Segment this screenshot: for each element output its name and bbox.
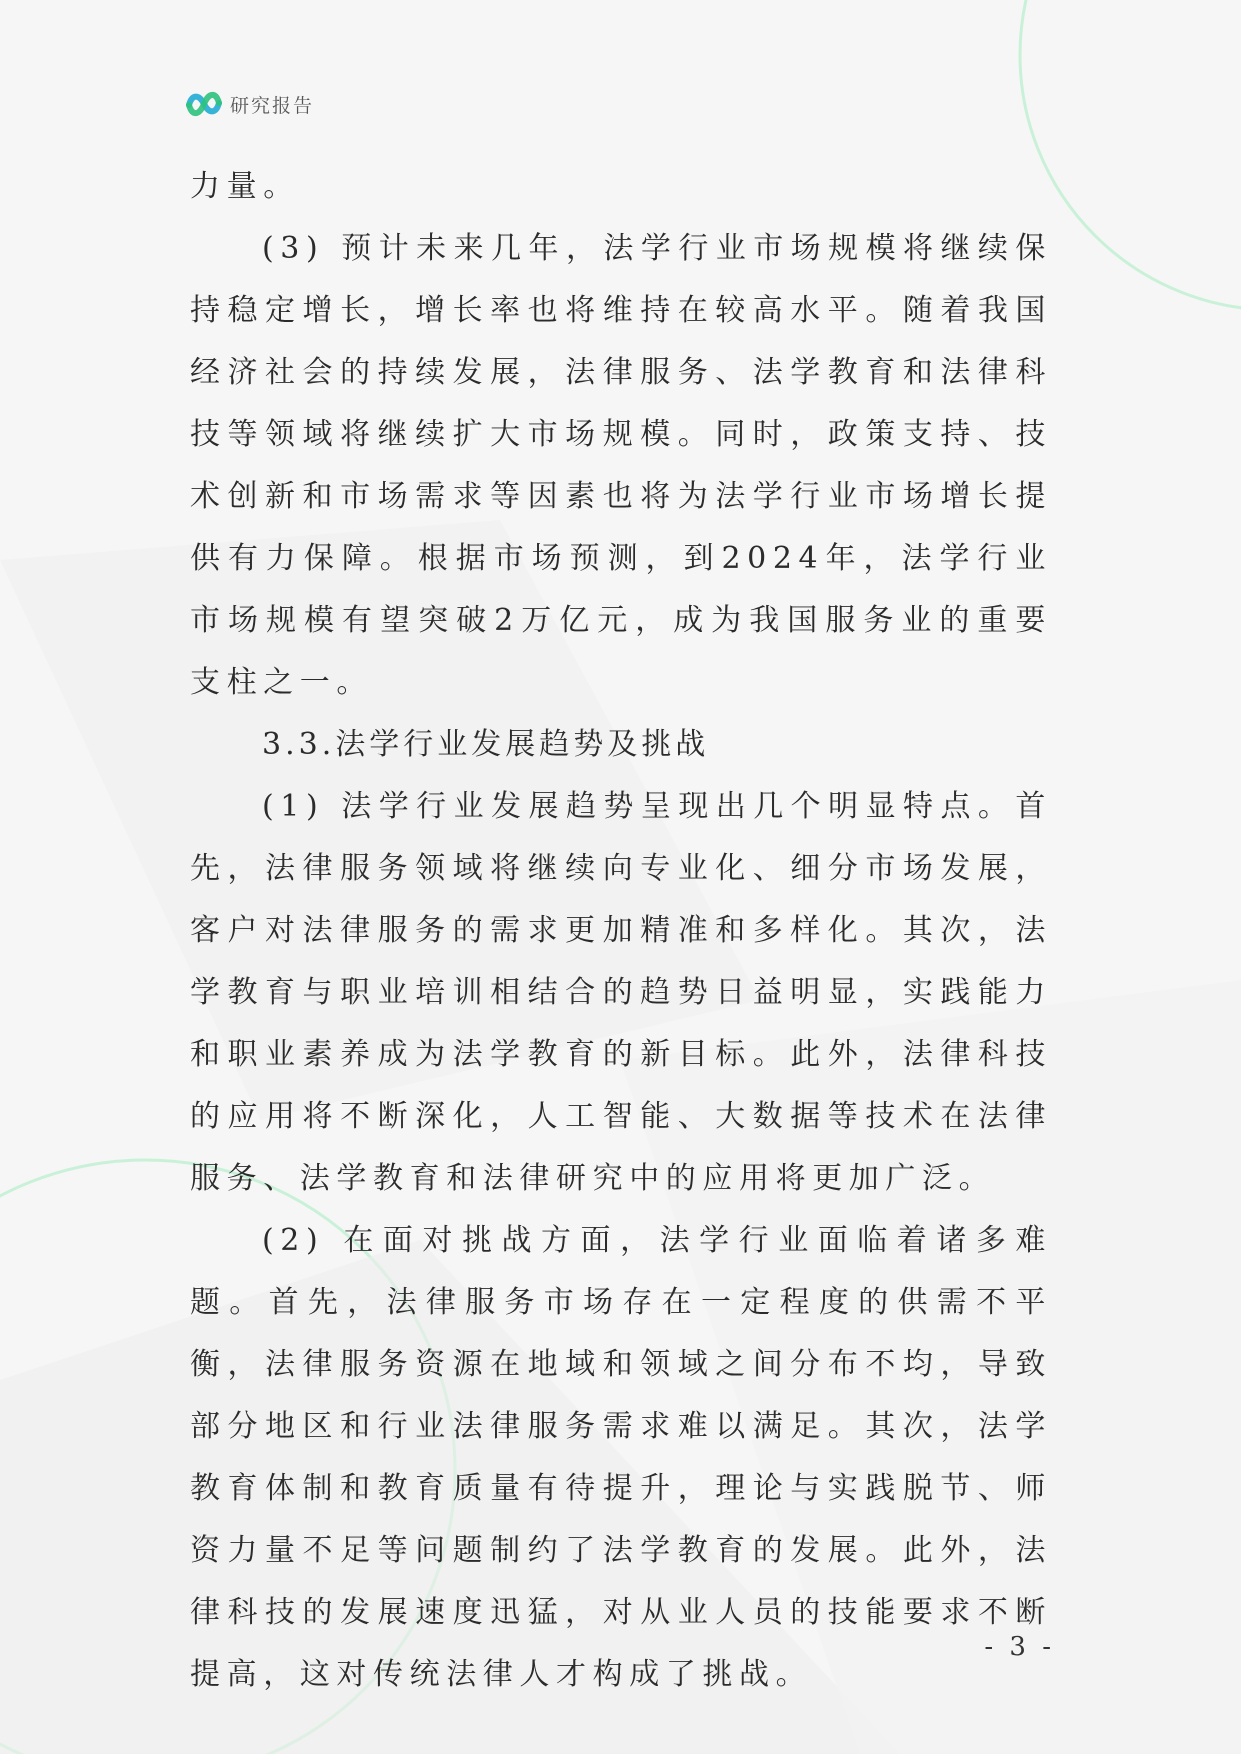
- paragraph-market-forecast: (3) 预计未来几年，法学行业市场规模将继续保持稳定增长，增长率也将维持在较高水平。随着我国经济社会的持续发展，法律服务、法学教育和法律科技等领域将继续扩大市场规模。同时，政策支持、技术创新和市场需求等因素也将为法学行业市场增长提供有力保障。根据市场预测，到2024年，法学行业市场规模有望突破2万亿元，成为我国服务业的重要支柱之一。: [190, 231, 1052, 700]
- document-body: [190, 156, 1052, 1706]
- report-logo-icon: [186, 86, 222, 122]
- section-heading: 3.3.法学行业发展趋势及挑战: [262, 727, 710, 762]
- report-header: [186, 86, 314, 122]
- paragraph-challenges: (2) 在面对挑战方面，法学行业面临着诸多难题。首先，法律服务市场存在一定程度的供需不平衡，法律服务资源在地域和领域之间分布不均，导致部分地区和行业法律服务需求难以满足。其次，法学教育体制和教育质量有待提升，理论与实践脱节、师资力量不足等问题制约了法学教育的发展。此外，法律科技的发展速度迅猛，对从业人员的技能要求不断提高，这对传统法律人才构成了挑战。: [190, 1223, 1052, 1692]
- paragraph-continuation: 力量。: [190, 169, 300, 204]
- paragraph-trends: (1) 法学行业发展趋势呈现出几个明显特点。首先，法律服务领域将继续向专业化、细分市场发展，客户对法律服务的需求更加精准和多样化。其次，法学教育与职业培训相结合的趋势日益明显，实践能力和职业素养成为法学教育的新目标。此外，法律科技的应用将不断深化，人工智能、大数据等技术在法律服务、法学教育和法律研究中的应用将更加广泛。: [190, 789, 1052, 1196]
- page-number: - 3 -: [984, 1632, 1055, 1662]
- header-title: 研究报告: [230, 94, 315, 117]
